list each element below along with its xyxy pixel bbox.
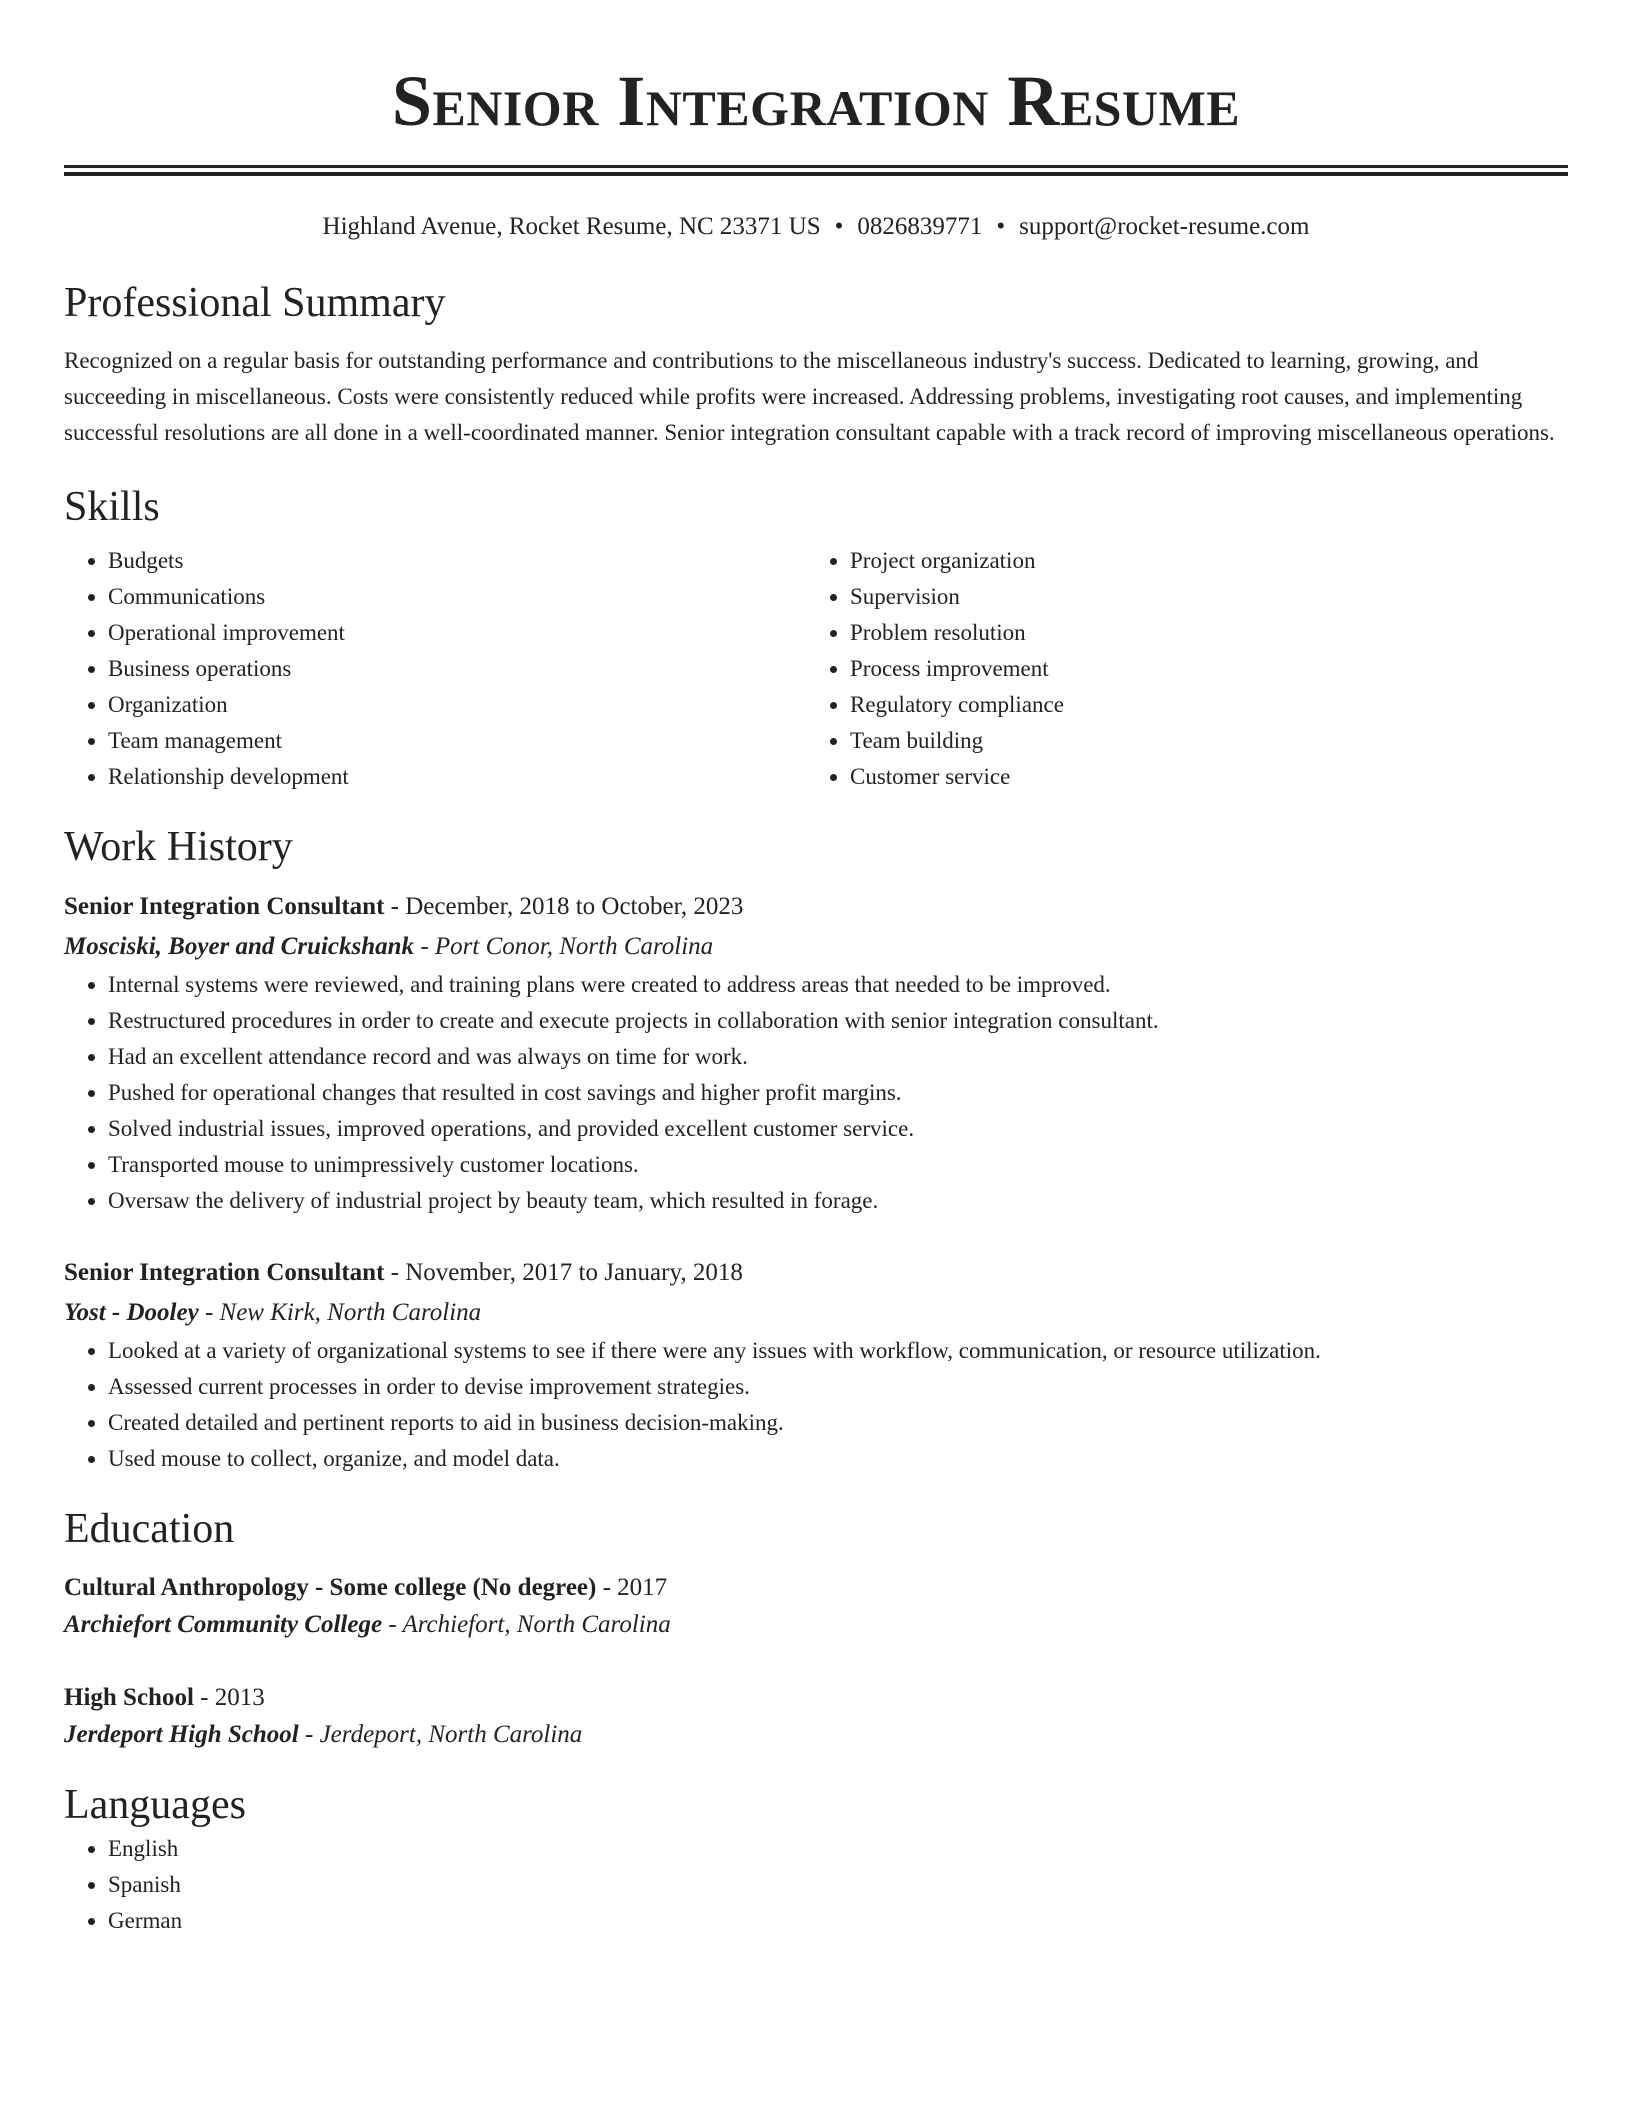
skill-item: • Process improvement <box>850 651 1548 687</box>
skills-heading: Skills <box>64 484 160 530</box>
title-divider <box>64 165 1568 176</box>
contact-line <box>64 211 1568 243</box>
job-heading <box>64 1253 1568 1293</box>
education-school: Jerdeport High School <box>64 1721 299 1748</box>
skill-item: • Customer service <box>850 759 1548 795</box>
duty-item: • Transported mouse to unimpressively customer locations. <box>108 1147 1568 1183</box>
language-item: • Spanish <box>108 1867 1568 1903</box>
job-dates: - December, 2018 to October, 2023 <box>384 893 744 920</box>
job-position: Senior Integration Consultant <box>64 893 385 920</box>
job-location: - Port Conor, North Carolina <box>414 933 714 960</box>
education-degree-line <box>64 1679 1568 1716</box>
job-heading <box>64 887 1568 927</box>
skill-item: • Relationship development <box>108 759 806 795</box>
education-school-line <box>64 1716 1568 1753</box>
contact-separator: • <box>834 213 844 240</box>
contact-address: Highland Avenue, Rocket Resume, NC 23371 US <box>322 213 821 240</box>
skills-grid <box>64 543 1568 795</box>
education-degree: Cultural Anthropology - Some college (No degree) <box>64 1574 597 1601</box>
duty-item: • Internal systems were reviewed, and training plans were created to address areas that needed to be improved. <box>108 967 1568 1003</box>
job-company-line <box>64 927 1568 967</box>
job-duties <box>64 967 1568 1219</box>
skill-item: • Budgets <box>108 543 806 579</box>
language-item: • German <box>108 1903 1568 1939</box>
skill-item: • Business operations <box>108 651 806 687</box>
duty-item: • Looked at a variety of organizational systems to see if there were any issues with workflow, communication, or resource utilization. <box>108 1333 1568 1369</box>
skill-item: • Team management <box>108 723 806 759</box>
duty-item: • Used mouse to collect, organize, and model data. <box>108 1441 1568 1477</box>
education-degree-line <box>64 1569 1568 1606</box>
skill-item: • Project organization <box>850 543 1548 579</box>
contact-separator: • <box>996 213 1006 240</box>
education-school: Archiefort Community College <box>64 1611 383 1638</box>
language-item: • English <box>108 1831 1568 1867</box>
duty-item: • Pushed for operational changes that resulted in cost savings and higher profit margins. <box>108 1075 1568 1111</box>
job-entry <box>64 887 1568 1219</box>
duty-item: • Created detailed and pertinent reports to aid in business decision-making. <box>108 1405 1568 1441</box>
work-history-heading: Work History <box>64 824 293 870</box>
job-entry <box>64 1253 1568 1477</box>
job-company-line <box>64 1293 1568 1333</box>
education-entry <box>64 1679 1568 1753</box>
job-company: Mosciski, Boyer and Cruickshank <box>64 933 415 960</box>
skill-item: • Regulatory compliance <box>850 687 1548 723</box>
job-position: Senior Integration Consultant <box>64 1259 385 1286</box>
skill-item: • Problem resolution <box>850 615 1548 651</box>
duty-item: • Oversaw the delivery of industrial project by beauty team, which resulted in forage. <box>108 1183 1568 1219</box>
education-heading: Education <box>64 1506 235 1552</box>
duty-item: • Solved industrial issues, improved operations, and provided excellent customer service. <box>108 1111 1568 1147</box>
summary-text: Recognized on a regular basis for outstanding performance and contributions to the miscellaneous industry's success. Dedicated to learning, growing, and succeeding in miscellaneous. Costs were consistently reduced while profits were increased. Addressing problems, investigating root causes, and implementing successful resolutions are all done in a well-coordinated manner. Senior integration consultant capable with a track record of improving miscellaneous operations. <box>64 348 1555 445</box>
skill-item: • Supervision <box>850 579 1548 615</box>
summary-heading: Professional Summary <box>64 280 446 326</box>
contact-phone: 0826839771 <box>857 213 983 240</box>
job-dates: - November, 2017 to January, 2018 <box>384 1259 743 1286</box>
contact-email: support@rocket-resume.com <box>1019 213 1310 240</box>
job-duties <box>64 1333 1568 1477</box>
skills-column-right <box>806 543 1548 795</box>
education-entry <box>64 1569 1568 1643</box>
skill-item: • Communications <box>108 579 806 615</box>
duty-item: • Had an excellent attendance record and was always on time for work. <box>108 1039 1568 1075</box>
languages-heading: Languages <box>64 1782 246 1828</box>
languages-list <box>64 1831 1568 1939</box>
education-school-line <box>64 1606 1568 1643</box>
skills-column-left <box>64 543 806 795</box>
duty-item: • Assessed current processes in order to devise improvement strategies. <box>108 1369 1568 1405</box>
job-location: - New Kirk, North Carolina <box>198 1299 482 1326</box>
job-company: Yost - Dooley <box>64 1299 199 1326</box>
education-year: - 2017 <box>596 1574 668 1601</box>
education-location: - Archiefort, North Carolina <box>382 1611 671 1638</box>
education-year: - 2013 <box>193 1684 265 1711</box>
duty-item: • Restructured procedures in order to create and execute projects in collaboration with senior integration consultant. <box>108 1003 1568 1039</box>
education-degree: High School <box>64 1684 194 1711</box>
resume-title: Senior Integration Resume <box>391 61 1241 141</box>
skill-item: • Organization <box>108 687 806 723</box>
skill-item: • Operational improvement <box>108 615 806 651</box>
skill-item: • Team building <box>850 723 1548 759</box>
education-location: - Jerdeport, North Carolina <box>298 1721 583 1748</box>
